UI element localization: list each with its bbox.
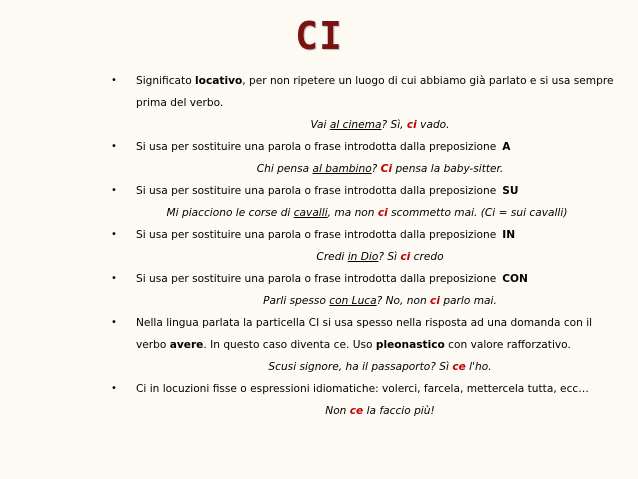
item-text: Ci in locuzioni fisse o espressioni idiomatiche: volerci, farcela, mettercela tutta, ecc… (136, 383, 589, 395)
item-keyword: avere (169, 339, 204, 351)
bullet-icon: • (111, 229, 117, 240)
bullet-icon: • (111, 383, 117, 394)
list-item (0, 268, 638, 290)
preposition: IN (502, 229, 516, 241)
bullet-icon: • (111, 75, 117, 86)
example-sentence: Non ce la faccio più! (325, 405, 435, 417)
item-keyword: pleonastico (375, 339, 445, 351)
list-item (0, 224, 638, 246)
bullet-icon: • (111, 317, 117, 328)
bullet-icon: • (111, 141, 117, 152)
slide-title: CI (295, 14, 343, 58)
item-keyword: locativo (195, 75, 243, 87)
list-item (0, 136, 638, 158)
bullet-icon: • (111, 273, 117, 284)
preposition: CON (502, 273, 528, 285)
list-item (0, 70, 638, 114)
item-text: Si usa per sostituire una parola o frase introdotta dalla preposizione (136, 229, 497, 241)
bullet-icon: • (111, 185, 117, 196)
item-text: Si usa per sostituire una parola o frase introdotta dalla preposizione (136, 141, 497, 153)
item-text: Si usa per sostituire una parola o frase introdotta dalla preposizione (136, 273, 497, 285)
example-sentence: Parli spesso con Luca? No, non ci parlo mai. (263, 295, 497, 307)
example-sentence: Mi piacciono le corse di cavalli, ma non ci scommetto mai. (Ci = sui cavalli) (166, 207, 568, 219)
item-text: Si usa per sostituire una parola o frase introdotta dalla preposizione (136, 185, 497, 197)
example-sentence: Credi in Dio? Sì ci credo (316, 251, 444, 263)
example-sentence: Scusi signore, ha il passaporto? Sì ce l'ho. (268, 361, 492, 373)
item-text: con valore rafforzativo. (444, 339, 571, 351)
preposition: SU (502, 185, 519, 197)
item-text: , per non ripetere un luogo di cui abbiamo già parlato e si usa sempre prima del verbo. (136, 75, 614, 109)
preposition: A (502, 141, 511, 153)
item-text: . In questo caso diventa ce. Uso (203, 339, 376, 351)
item-text: Nella lingua parlata la particella CI si usa spesso nella risposta ad una domanda con il verbo (136, 317, 593, 351)
list-item (0, 378, 638, 400)
list-item (0, 180, 638, 202)
example-sentence: Chi pensa al bambino? Ci pensa la baby-sitter. (256, 163, 504, 175)
slide-content (0, 70, 638, 422)
example-sentence: Vai al cinema? Sì, ci vado. (310, 119, 450, 131)
item-text: Significato (136, 75, 196, 87)
list-item (0, 312, 638, 356)
